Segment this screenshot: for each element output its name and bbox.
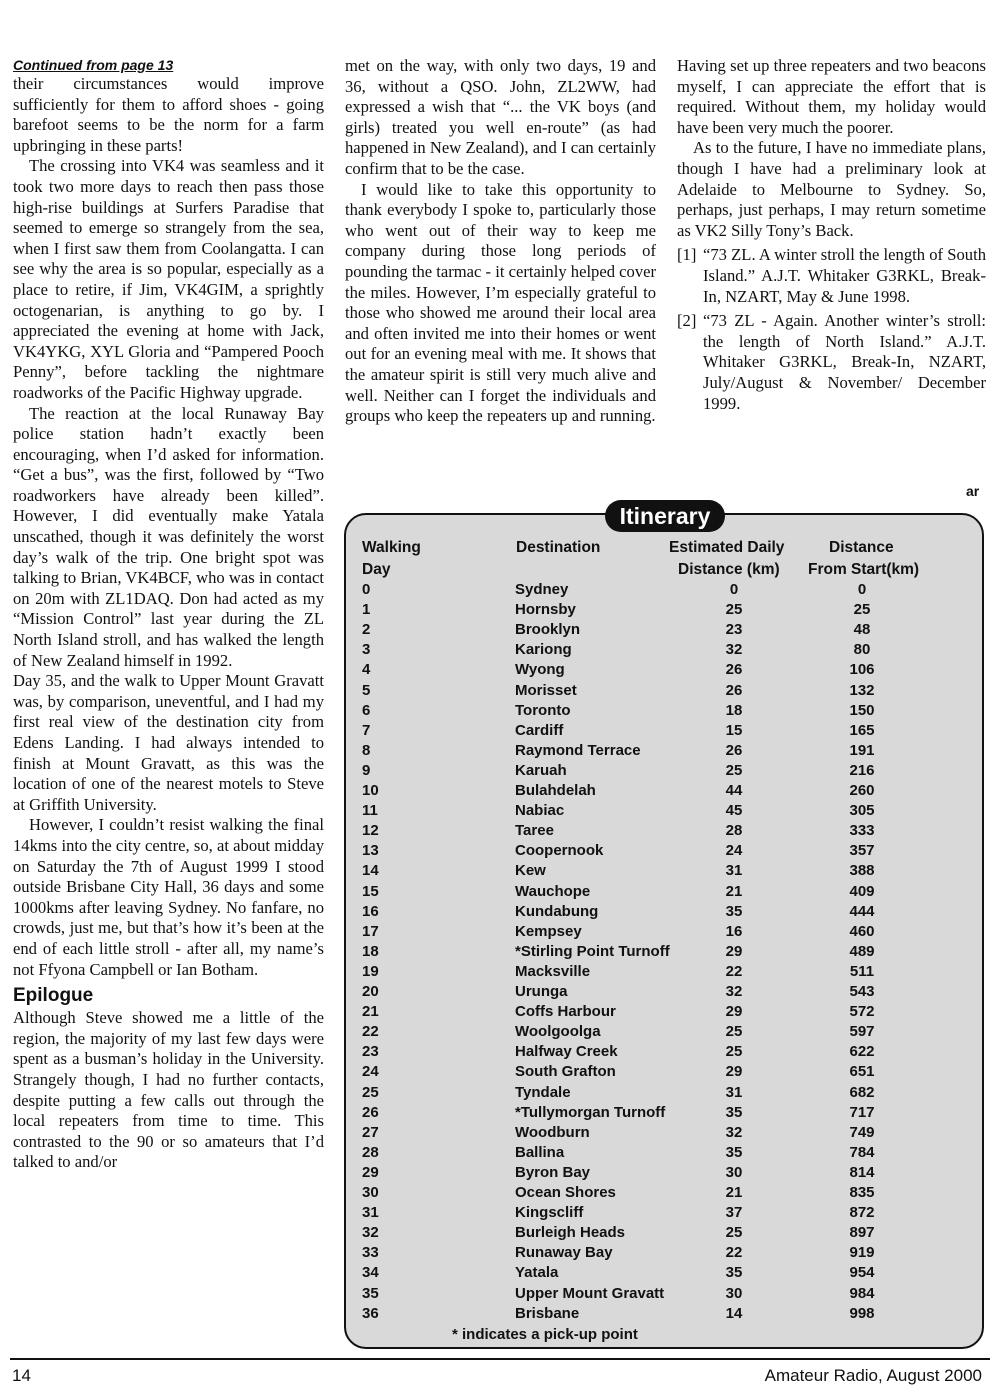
daily-distance: 21 [725,882,743,900]
daily-distance: 35 [725,1103,743,1121]
distance-from-start: 357 [849,842,875,860]
distance-from-start: 682 [849,1083,875,1101]
distance-from-start: 543 [849,983,875,1000]
walking-day: 4 [362,661,371,679]
walking-day: 2 [362,621,371,639]
destination: Sydney [515,581,569,598]
walking-day: 8 [362,741,371,759]
table-row [0,761,1000,781]
distance-from-start: 572 [849,1003,875,1021]
distance-from-start: 444 [849,902,875,920]
daily-distance: 22 [725,1244,743,1262]
distance-from-start: 835 [849,1184,875,1201]
distance-from-start: 460 [849,922,875,940]
distance-from-start: 260 [849,782,875,799]
distance-from-start: 0 [857,581,867,598]
paragraph: As to the future, I have no immediate plans, though I have had a preliminary look at Adelaide to Melbourne to Sydney. So, perhaps, just perhaps, I may return sometime as VK2 Silly Tony’s Back. [677,138,986,240]
table-row [0,1103,1000,1123]
header-destination: Destination [516,539,601,556]
walking-day: 34 [362,1264,379,1282]
daily-distance: 15 [725,721,743,739]
table-row [0,620,1000,640]
destination: Cardiff [515,721,564,739]
distance-from-start: 597 [849,1023,875,1041]
distance-from-start: 388 [849,862,875,880]
walking-day: 21 [362,1003,379,1021]
destination: Kingscliff [515,1204,584,1222]
destination: Woodburn [515,1123,590,1141]
table-row [0,1062,1000,1082]
daily-distance: 30 [725,1163,743,1181]
table-row [0,1223,1000,1243]
table-row [0,1263,1000,1283]
destination: Karuah [515,761,567,779]
daily-distance: 32 [725,641,743,659]
end-mark: ar [966,483,980,499]
walking-day: 14 [362,862,379,880]
daily-distance: 29 [725,1003,743,1021]
destination: Byron Bay [515,1163,591,1181]
table-row [0,580,1000,600]
epilogue-heading: Epilogue [13,985,94,1007]
itinerary-title: Itinerary [605,500,725,532]
destination: Halfway Creek [515,1043,618,1061]
distance-from-start: 80 [853,641,871,659]
distance-from-start: 305 [849,802,875,820]
daily-distance: 45 [725,802,743,820]
table-row [0,781,1000,801]
distance-from-start: 48 [853,621,871,639]
walking-day: 30 [362,1184,379,1201]
reference-2 [677,311,986,414]
daily-distance: 23 [725,621,743,639]
article-column-2 [345,56,656,427]
table-row [0,1304,1000,1324]
table-row [0,1042,1000,1062]
table-row [0,640,1000,660]
daily-distance: 16 [725,922,743,940]
distance-from-start: 622 [849,1043,875,1061]
distance-from-start: 717 [849,1103,875,1121]
table-row [0,1123,1000,1143]
destination: Morisset [515,681,577,699]
paragraph: The crossing into VK4 was seamless and it took two more days to reach then pass those high-rise buildings at Surfers Paradise that seemed to emerge so strangely from the sea, when I first saw them from Coolangatta. I can see why the area is so popular, especially as a place to retire, if Jim, VK4GIM, a sprightly octogenarian, is anything to go by. I appreciated the evening at home with Jack, VK4YKG, XYL Gloria and “Pampered Pooch Penny”, before tackling the nightmare roadworks of the Pacific Highway upgrade. [13,156,324,402]
walking-day: 1 [362,601,371,619]
walking-day: 5 [362,681,371,699]
walking-day: 12 [362,822,379,840]
walking-day: 35 [362,1284,379,1302]
table-row [0,942,1000,962]
table-row [0,1002,1000,1022]
header-walking: Walking [362,539,421,556]
distance-from-start: 919 [849,1244,875,1262]
distance-from-start: 25 [853,601,871,619]
daily-distance: 26 [725,741,743,759]
footer-publication: Amateur Radio, August 2000 [764,1366,982,1385]
daily-distance: 29 [725,1063,743,1081]
paragraph: However, I couldn’t resist walking the final 14kms into the city centre, so, at about midday on Saturday the 7th of August 1999 I stood outside Brisbane City Hall, 36 days and some 1000kms after leaving Sydney. No fanfare, no crowds, just me, but that’s how it’s been at the end of each little stroll - after all, my name’s not Ffyona Campbell or Ian Botham. [13,815,324,979]
distance-from-start: 784 [849,1143,875,1161]
destination: Macksville [515,962,591,980]
walking-day: 16 [362,902,379,920]
distance-from-start: 489 [849,942,875,960]
destination: Brisbane [515,1304,580,1322]
reference-number: [2] [677,311,697,331]
destination: Urunga [515,983,568,1000]
destination: *Stirling Point Turnoff [515,942,670,960]
distance-from-start: 333 [849,822,875,840]
reference-text: “73 ZL - Again. Another winter’s stroll: the length of North Island.” A.J.T. Whitaker G3RKL, Break-In, NZART, July/August & November/ December 1999. [703,311,986,413]
continued-note: Continued from page 13 [13,57,174,73]
distance-from-start: 106 [849,661,875,679]
daily-distance: 35 [725,1143,743,1161]
distance-from-start: 872 [849,1204,875,1222]
daily-distance: 30 [725,1284,743,1302]
destination: Nabiac [515,802,565,820]
distance-from-start: 165 [849,721,875,739]
header-estimated-daily: Estimated Daily [669,539,785,556]
table-row [0,1143,1000,1163]
table-row [0,821,1000,841]
destination: Runaway Bay [515,1244,613,1262]
header-distance-km: Distance (km) [678,561,780,578]
daily-distance: 31 [725,862,743,880]
table-row [0,1183,1000,1203]
walking-day: 20 [362,983,379,1000]
paragraph: met on the way, with only two days, 19 and 36, without a QSO. John, ZL2WW, had expressed a wish that “... the VK boys (and girls) treated you well en-route” (as had happened in New Zealand), and I can certainly confirm that to be the case. [345,56,656,178]
table-row [0,982,1000,1002]
table-row [0,841,1000,861]
table-row [0,1284,1000,1304]
table-row [0,1203,1000,1223]
destination: Kundabung [515,902,599,920]
destination: *Tullymorgan Turnoff [515,1103,666,1121]
distance-from-start: 814 [849,1163,875,1181]
daily-distance: 25 [725,1224,743,1242]
daily-distance: 21 [725,1184,743,1201]
destination: Wauchope [515,882,591,900]
distance-from-start: 897 [849,1224,875,1242]
destination: Wyong [515,661,565,679]
table-row [0,1022,1000,1042]
walking-day: 25 [362,1083,379,1101]
paragraph: their circumstances would improve sufficiently for them to afford shoes - going barefoot seems to be the norm for a farm upbringing in these parts! [13,74,324,155]
walking-day: 15 [362,882,379,900]
table-row [0,600,1000,620]
distance-from-start: 954 [849,1264,875,1282]
walking-day: 0 [362,581,371,598]
table-row [0,1083,1000,1103]
daily-distance: 26 [725,661,743,679]
paragraph: The reaction at the local Runaway Bay police station hadn’t exactly been encouraging, when I’d asked for information. “Get a bus”, was the first, followed by “Two roadworkers have already been killed”. However, I did eventually make Yatala unscathed, though it was definitely the worst day’s walk of the trip. One bright spot was talking to Brian, VK4BCF, who was in contact on 20m with ZL1DAQ. Don had acted as my “Mission Control” last year during the ZL North Island stroll, and has walked the length of New Zealand himself in 1992. [13,403,324,670]
daily-distance: 29 [725,942,743,960]
walking-day: 18 [362,942,379,960]
itinerary-note: * indicates a pick-up point [452,1326,638,1343]
daily-distance: 22 [725,962,743,980]
paragraph: Having set up three repeaters and two beacons myself, I can appreciate the effort that is required. Without them, my holiday would have been very much the poorer. [677,56,986,137]
table-row [0,962,1000,982]
distance-from-start: 150 [849,701,875,719]
destination: Hornsby [515,601,576,619]
destination: Brooklyn [515,621,581,639]
reference-1 [677,245,986,307]
destination: Kew [515,862,546,880]
walking-day: 10 [362,782,379,799]
table-row [0,721,1000,741]
distance-from-start: 651 [849,1063,875,1081]
walking-day: 13 [362,842,379,860]
header-distance: Distance [829,539,894,556]
table-row [0,801,1000,821]
walking-day: 7 [362,721,371,739]
article-column-3 [677,56,986,414]
table-row [0,701,1000,721]
walking-day: 19 [362,962,379,980]
walking-day: 23 [362,1043,379,1061]
destination: Raymond Terrace [515,741,641,759]
destination: Coopernook [515,842,604,860]
paragraph: I would like to take this opportunity to thank everybody I spoke to, particularly those who went out of their way to keep me company during those long periods of pounding the tarmac - it certainly helped cover the miles. However, I’m especially grateful to those who showed me around their local area and often invited me into their homes or went out for an evening meal with me. It shows that the amateur spirit is still very much alive and well. Neither can I forget the individuals and groups who keep the repeaters up and running. [345,179,657,426]
table-row [0,882,1000,902]
reference-text: “73 ZL. A winter stroll the length of South Island.” A.J.T. Whitaker G3RKL, Break-In, NZART, May & June 1998. [703,245,986,306]
table-row [0,681,1000,701]
header-day: Day [362,561,391,578]
daily-distance: 44 [725,782,743,799]
walking-day: 24 [362,1063,379,1081]
daily-distance: 25 [725,1023,743,1041]
distance-from-start: 998 [849,1304,875,1322]
walking-day: 36 [362,1304,379,1322]
destination: Ballina [515,1143,565,1161]
destination: Kariong [515,641,572,659]
distance-from-start: 409 [849,882,875,900]
daily-distance: 26 [725,681,743,699]
walking-day: 32 [362,1224,379,1242]
table-row [0,741,1000,761]
walking-day: 6 [362,701,371,719]
distance-from-start: 749 [849,1123,875,1141]
table-row [0,861,1000,881]
walking-day: 11 [362,802,378,820]
walking-day: 9 [362,761,371,779]
destination: Woolgoolga [515,1023,601,1041]
paragraph: Day 35, and the walk to Upper Mount Gravatt was, by comparison, uneventful, and I had my first real view of the destination city from Edens Landing. I had always intended to finish at Mount Gravatt, as this was the location of one of the nearest motels to Steve at Griffith University. [13,671,324,814]
page-number: 14 [12,1366,31,1385]
table-row [0,1163,1000,1183]
daily-distance: 32 [725,983,743,1000]
reference-number: [1] [677,245,697,265]
destination: Kempsey [515,922,582,940]
table-row [0,660,1000,680]
footer-divider [10,1358,990,1360]
walking-day: 3 [362,641,371,659]
table-row [0,922,1000,942]
table-row [0,1243,1000,1263]
daily-distance: 0 [729,581,739,598]
daily-distance: 14 [725,1304,743,1322]
daily-distance: 28 [725,822,743,840]
daily-distance: 31 [725,1083,743,1101]
daily-distance: 25 [725,1043,743,1061]
walking-day: 28 [362,1143,379,1161]
destination: Toronto [515,701,571,719]
destination: Taree [515,822,554,840]
daily-distance: 35 [725,902,743,920]
destination: Upper Mount Gravatt [515,1284,665,1302]
walking-day: 27 [362,1123,379,1141]
distance-from-start: 216 [849,761,875,779]
walking-day: 26 [362,1103,379,1121]
distance-from-start: 984 [849,1284,875,1302]
distance-from-start: 191 [849,741,875,759]
destination: Coffs Harbour [515,1003,616,1021]
distance-from-start: 511 [849,962,875,980]
paragraph: Although Steve showed me a little of the region, the majority of my last few days were spent as a busman’s holiday in the University. Strangely though, I had no further contacts, despite putting a few calls out through the local repeaters from time to time. This contrasted to the 90 or so amateurs that I’d talked to and/or [13,1008,324,1172]
daily-distance: 25 [725,601,743,619]
daily-distance: 35 [725,1264,743,1282]
destination: Ocean Shores [515,1184,616,1201]
daily-distance: 24 [725,842,743,860]
daily-distance: 32 [725,1123,743,1141]
destination: Tyndale [515,1083,571,1101]
table-row [0,902,1000,922]
walking-day: 22 [362,1023,379,1041]
walking-day: 17 [362,922,379,940]
walking-day: 31 [362,1204,379,1222]
walking-day: 33 [362,1244,379,1262]
destination: Bulahdelah [515,782,596,799]
daily-distance: 37 [725,1204,743,1222]
distance-from-start: 132 [849,681,875,699]
daily-distance: 18 [725,701,743,719]
destination: Burleigh Heads [515,1224,626,1242]
destination: South Grafton [515,1063,616,1081]
walking-day: 29 [362,1163,379,1181]
daily-distance: 25 [725,761,743,779]
destination: Yatala [515,1264,559,1282]
header-from-start: From Start(km) [808,561,920,578]
